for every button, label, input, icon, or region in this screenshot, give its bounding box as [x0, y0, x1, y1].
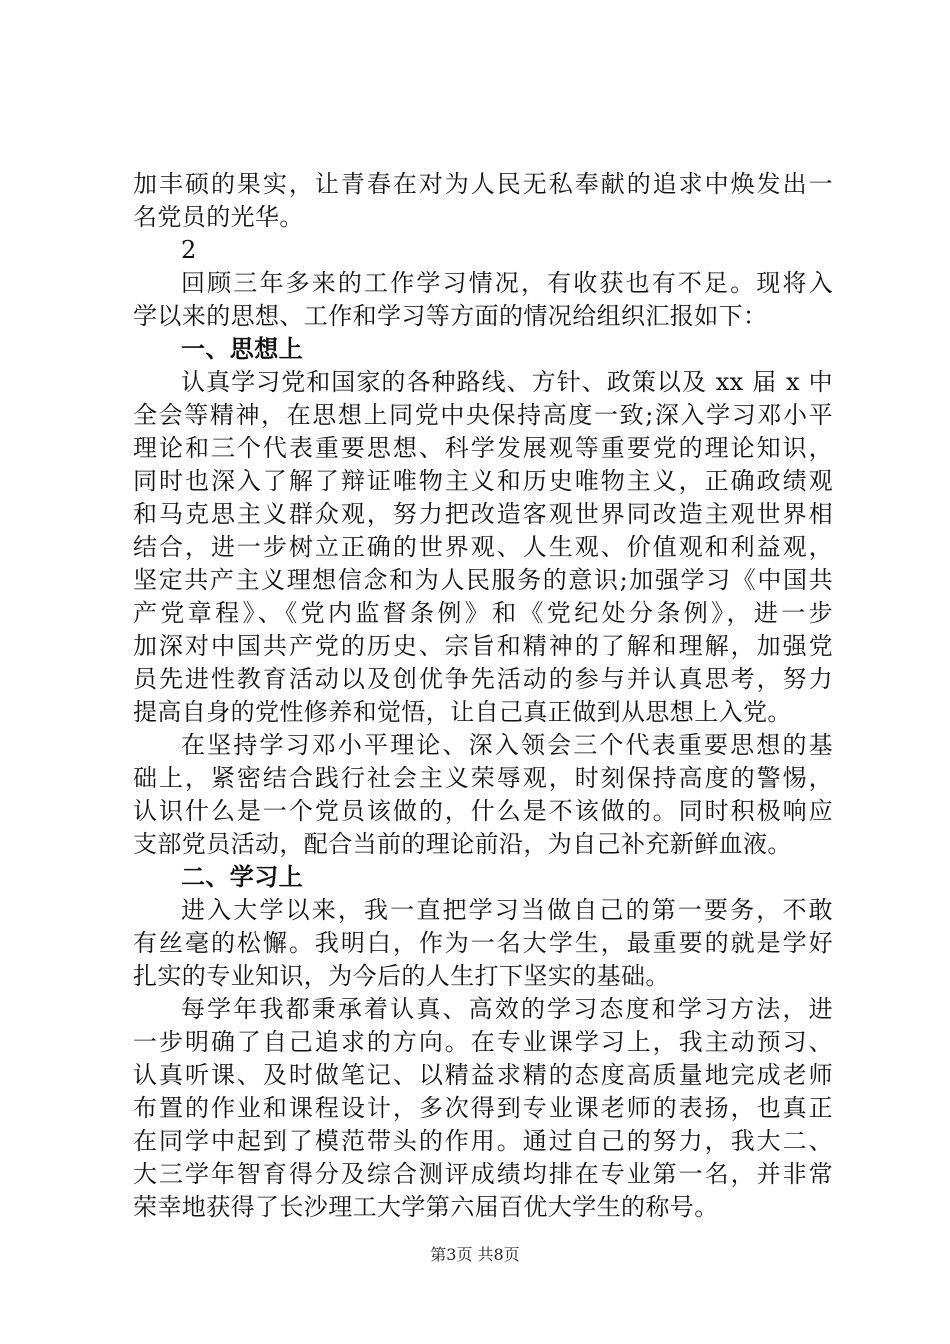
section2-para1-line-1: 进入大学以来，我一直把学习当做自己的第一要务，不敢	[181, 896, 833, 924]
intro-line-1: 加丰硕的果实，让青春在对为人民无私奉献的追求中焕发出一	[133, 170, 833, 198]
section1-para1-line-7: 坚定共产主义理想信念和为人民服务的意识;加强学习《中国共	[133, 566, 833, 594]
section2-para1-line-3: 扎实的专业知识，为今后的人生打下坚实的基础。	[133, 962, 670, 990]
section1-para2-line-4: 支部党员活动，配合当前的理论前沿，为自己补充新鲜血液。	[133, 830, 792, 858]
section1-para2-line-3: 认识什么是一个党员该做的，什么是不该做的。同时积极响应	[133, 797, 833, 825]
page-footer: 第3页 共8页	[430, 1245, 520, 1264]
section1-heading: 一、思想上	[181, 335, 303, 363]
opening-line-2: 学以来的思想、工作和学习等方面的情况给组织汇报如下：	[133, 302, 768, 330]
opening-line-1: 回顾三年多来的工作学习情况，有收获也有不足。现将入	[181, 269, 833, 297]
section1-para1-line-9: 加深对中国共产党的历史、宗旨和精神的了解和理解，加强党	[133, 632, 833, 660]
section1-para1-line-3: 理论和三个代表重要思想、科学发展观等重要党的理论知识，	[133, 434, 833, 462]
section1-para1-line-2: 全会等精神，在思想上同党中央保持高度一致;深入学习邓小平	[133, 401, 833, 429]
section1-para1-line-1: 认真学习党和国家的各种路线、方针、政策以及 xx 届 x 中	[181, 368, 833, 396]
section2-para2-line-4: 布置的作业和课程设计，多次得到专业课老师的表扬，也真正	[133, 1094, 833, 1122]
section2-para2-line-6: 大三学年智育得分及综合测评成绩均排在专业第一名，并非常	[133, 1160, 833, 1188]
section2-para2-line-2: 一步明确了自己追求的方向。在专业课学习上，我主动预习、	[133, 1028, 833, 1056]
section2-para2-line-1: 每学年我都秉承着认真、高效的学习态度和学习方法，进	[181, 995, 833, 1023]
section1-para1-line-6: 结合，进一步树立正确的世界观、人生观、价值观和利益观，	[133, 533, 833, 561]
section1-para2-line-2: 础上，紧密结合践行社会主义荣辱观，时刻保持高度的警惕，	[133, 764, 833, 792]
section2-heading: 二、学习上	[181, 863, 303, 891]
section1-para1-line-11: 提高自身的党性修养和觉悟，让自己真正做到从思想上入党。	[133, 698, 792, 726]
section1-para1-line-8: 产党章程》、《党内监督条例》和《党纪处分条例》，进一步	[133, 599, 833, 627]
section2-para2-line-7: 荣幸地获得了长沙理工大学第六届百优大学生的称号。	[133, 1193, 719, 1221]
section2-para2-line-3: 认真听课、及时做笔记、以精益求精的态度高质量地完成老师	[133, 1061, 833, 1089]
document-body	[133, 168, 833, 1224]
section1-para1-line-4: 同时也深入了解了辩证唯物主义和历史唯物主义，正确政绩观	[133, 467, 833, 495]
number-marker: 2	[181, 236, 197, 264]
intro-line-2: 名党员的光华。	[133, 203, 304, 231]
section1-para1-line-5: 和马克思主义群众观，努力把改造客观世界同改造主观世界相	[133, 500, 833, 528]
section1-para2-line-1: 在坚持学习邓小平理论、深入领会三个代表重要思想的基	[181, 731, 833, 759]
section2-para2-line-5: 在同学中起到了模范带头的作用。通过自己的努力，我大二、	[133, 1127, 833, 1155]
section1-para1-line-10: 员先进性教育活动以及创优争先活动的参与并认真思考，努力	[133, 665, 833, 693]
section2-para1-line-2: 有丝毫的松懈。我明白，作为一名大学生，最重要的就是学好	[133, 929, 833, 957]
